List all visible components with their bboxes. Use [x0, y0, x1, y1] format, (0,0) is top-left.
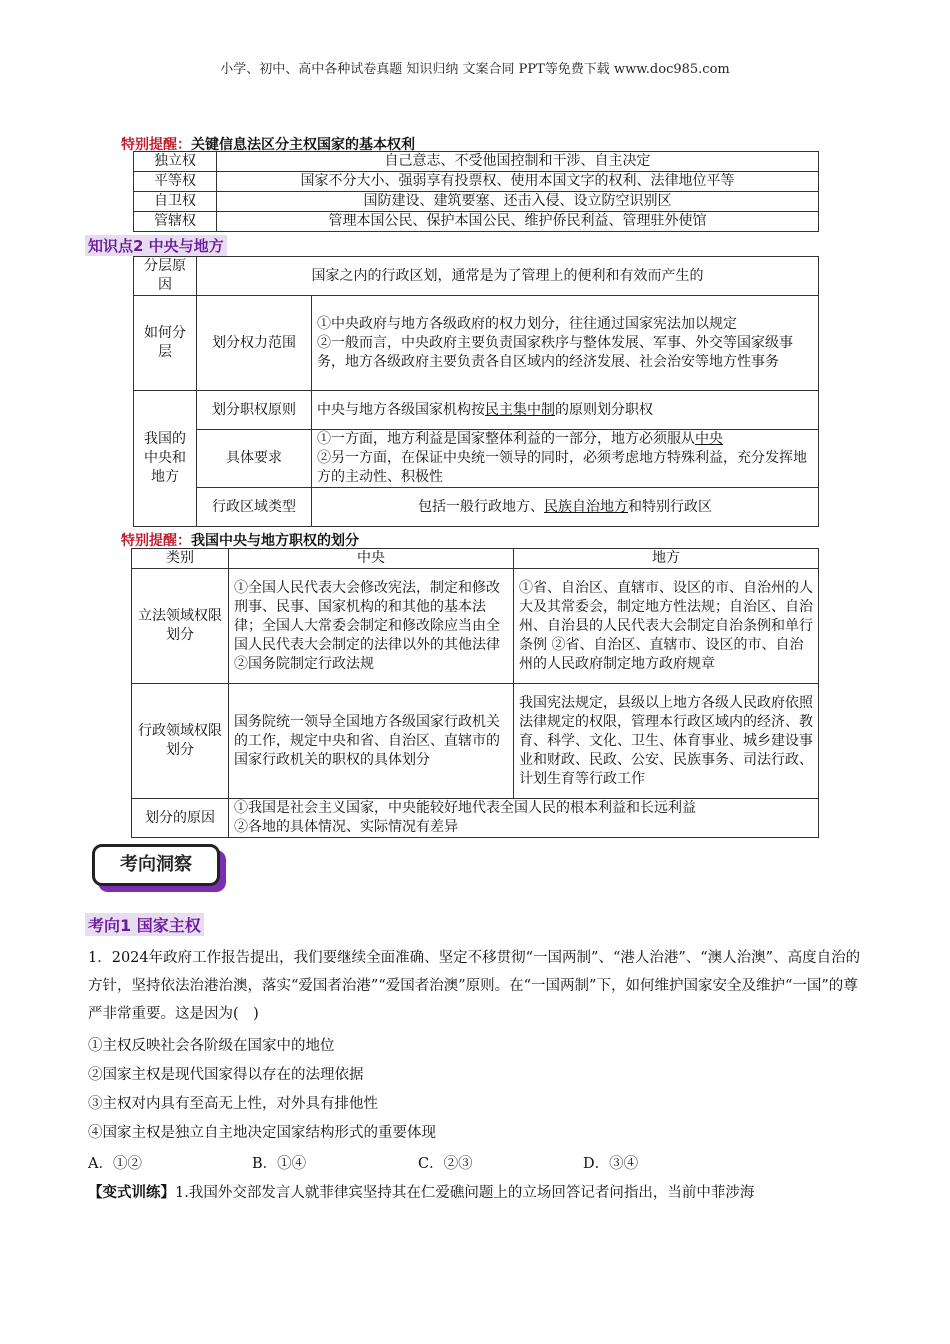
- choice-item: ④国家主权是独立自主地决定国家结构形式的重要体现: [88, 1125, 436, 1141]
- question-stem: 1．2024年政府工作报告提出，我们要继续全面准确、坚定不移贯彻“一国两制”、“港人治港”、“澳人治澳”、高度自治的方针，坚持依法治港治澳，落实“爱国者治港”“爱国者治澳”原则。在“一国两制”下，如何维护国家安全及维护“一国”的尊严非常重要。这是因为( ): [88, 950, 861, 1022]
- sovereign-rights-table: [133, 151, 819, 232]
- tip-text: 关键信息法区分主权国家的基本权利: [191, 137, 415, 153]
- central-local-table: [133, 256, 819, 527]
- point-2: ②一般而言，中央政府主要负责国家秩序与整体发展、军事、外交等国家级事务，地方各级政府主要负责各自区域内的经济发展、社会治安等地方性事务: [317, 334, 793, 370]
- right-desc: 国防建设、建筑要塞、还击入侵、设立防空识别区: [217, 192, 819, 212]
- right-desc: 国家不分大小、强弱享有投票权、使用本国文字的权利、法律地位平等: [217, 172, 819, 192]
- local-cell: ①省、自治区、直辖市、设区的市、自治州的人大及其常委会，制定地方性法规；自治区、自治州、自治县的人民代表大会制定自治条例和单行条例 ②省、自治区、直辖市、设区的市、自治州的人民政府制定地方政府规章: [514, 569, 819, 684]
- variant-text: 1.我国外交部发言人就菲律宾坚持其在仁爱礁问题上的立场回答记者问指出，当前中菲涉海: [175, 1185, 755, 1201]
- choice-item: ②国家主权是现代国家得以存在的法理依据: [88, 1067, 364, 1083]
- right-name: 自卫权: [134, 192, 217, 212]
- badge-text: 考向洞察: [120, 854, 192, 875]
- right-name: 管辖权: [134, 212, 217, 232]
- row-header: 立法领域权限划分: [132, 569, 229, 684]
- choice-item: ③主权对内具有至高无上性，对外具有排他性: [88, 1096, 378, 1112]
- central-cell: 国务院统一领导全国地方各级国家行政机关的工作，规定中央和省、自治区、直辖市的国家行政机关的职权的具体划分: [229, 684, 514, 799]
- variant-training: [88, 1181, 754, 1202]
- text-part: ①一方面，地方利益是国家整体利益的一部分，地方必须服从: [317, 431, 695, 447]
- sub-header: 具体要求: [197, 430, 312, 488]
- knowledge-point-heading: 知识点2 中央与地方: [85, 235, 227, 256]
- exam-insight-badge: [92, 844, 226, 892]
- right-desc: 管理本国公民、保护本国公民、维护侨民利益、管理驻外使馆: [217, 212, 819, 232]
- text-part: ②另一方面，在保证中央统一领导的同时，必须考虑地方特殊利益，充分发挥地方的主动性、积极性: [317, 450, 807, 485]
- text-part: 中央与地方各级国家机构按: [317, 401, 485, 418]
- answer-option: A．①②: [88, 1156, 142, 1172]
- answer-option: C．②③: [418, 1156, 473, 1172]
- cell-text: [312, 391, 819, 430]
- column-header: 中央: [229, 549, 514, 569]
- tip-label: 特别提醒：: [121, 137, 191, 153]
- exam-direction-heading: 考向1 国家主权: [85, 913, 204, 936]
- row-header: 行政领域权限划分: [132, 684, 229, 799]
- underlined-term: 民族自治地方: [544, 498, 628, 515]
- column-header: 类别: [132, 549, 229, 569]
- cell-text: 国家之内的行政区划，通常是为了管理上的便利和有效而产生的: [197, 257, 819, 296]
- row-header: 划分的原因: [132, 799, 229, 838]
- text-part: 的原则划分职权: [555, 401, 653, 418]
- text-part: 包括一般行政地方、: [418, 498, 544, 515]
- variant-label: 【变式训练】: [88, 1185, 175, 1201]
- choice-item: ①主权反映社会各阶级在国家中的地位: [88, 1038, 335, 1054]
- column-header: 地方: [514, 549, 819, 569]
- underlined-term: 民主集中制: [485, 401, 555, 418]
- underlined-term: 中央: [695, 431, 723, 447]
- row-header: 分层原因: [134, 257, 197, 296]
- cell-text: [312, 430, 819, 488]
- point-1: ①中央政府与地方各级政府的权力划分，往往通过国家宪法加以规定: [317, 315, 737, 332]
- local-cell: 我国宪法规定，县级以上地方各级人民政府依照法律规定的权限，管理本行政区域内的经济、教育、科学、文化、卫生、体育事业、城乡建设事业和财政、民政、公安、民族事务、司法行政、计划生育等行政工作: [514, 684, 819, 799]
- right-name: 独立权: [134, 152, 217, 172]
- right-name: 平等权: [134, 172, 217, 192]
- powers-division-table: [131, 548, 819, 838]
- cell-text: [312, 296, 819, 391]
- special-tip-2: [121, 530, 359, 550]
- tip-text: 我国中央与地方职权的划分: [191, 533, 359, 549]
- row-header: 如何分层: [134, 296, 197, 391]
- row-header: 我国的中央和地方: [134, 391, 197, 527]
- central-cell: ①全国人民代表大会修改宪法，制定和修改刑事、民事、国家机构的和其他的基本法律；全国人大常委会制定和修改除应当由全国人民代表大会制定的法律以外的其他法律 ②国务院制定行政法规: [229, 569, 514, 684]
- reason-2: ②各地的具体情况、实际情况有差异: [234, 819, 458, 835]
- sub-header: 行政区域类型: [197, 488, 312, 527]
- answer-option: B．①④: [252, 1156, 307, 1172]
- page-header: 小学、初中、高中各种试卷真题 知识归纳 文案合同 PPT等免费下载 www.doc985.com: [220, 62, 730, 77]
- sub-header: 划分权力范围: [197, 296, 312, 391]
- reason-1: ①我国是社会主义国家，中央能较好地代表全国人民的根本利益和长远利益: [234, 800, 696, 816]
- sub-header: 划分职权原则: [197, 391, 312, 430]
- cell-text: [312, 488, 819, 527]
- text-part: 和特别行政区: [628, 498, 712, 515]
- tip-label: 特别提醒：: [121, 533, 191, 549]
- answer-option: D．③④: [583, 1156, 639, 1172]
- reason-cell: [229, 799, 819, 838]
- right-desc: 自己意志、不受他国控制和干涉、自主决定: [217, 152, 819, 172]
